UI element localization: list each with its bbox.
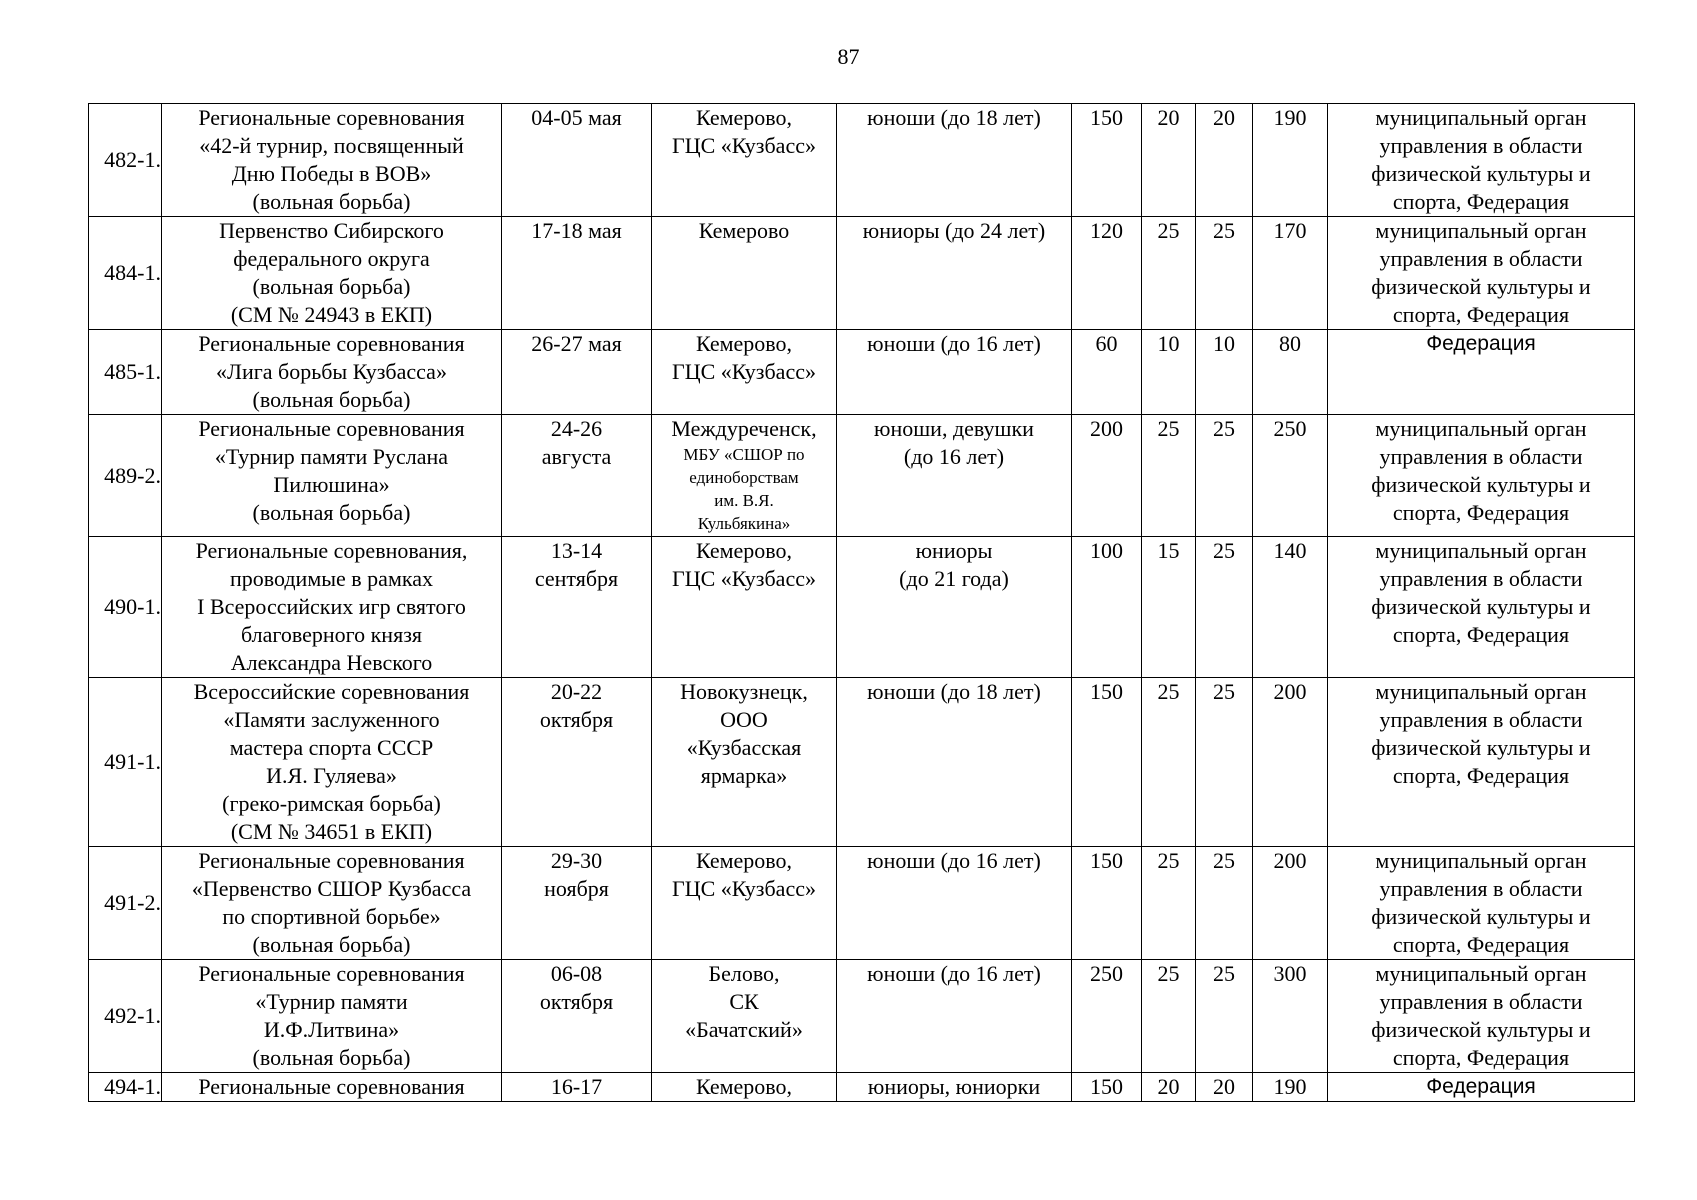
count-col-3: 25 (1196, 217, 1253, 330)
count-col-1: 200 (1072, 415, 1142, 537)
count-col-3: 25 (1196, 678, 1253, 847)
cell-line: Кемерово, (695, 105, 793, 130)
row-number: 494-1. (89, 1073, 162, 1102)
cell-line: (вольная борьба) (252, 274, 411, 299)
cell-line: МБУ «СШОР по (683, 445, 805, 464)
event-place (652, 960, 837, 1073)
cell-line: муниципальный орган (1375, 105, 1587, 130)
cell-line: Дню Победы в ВОВ» (231, 161, 432, 186)
cell-line: Новокузнецк, (680, 679, 808, 704)
row-number: 490-1. (89, 537, 162, 678)
participant-group (837, 217, 1072, 330)
count-col-2: 15 (1142, 537, 1196, 678)
cell-line: 06-08 (550, 961, 603, 986)
participant-group (837, 1073, 1072, 1102)
count-col-2: 25 (1142, 847, 1196, 960)
participant-group (837, 960, 1072, 1073)
organizer (1328, 330, 1635, 415)
cell-line: (до 21 года) (899, 566, 1009, 591)
cell-line: I Всероссийских игр святого (197, 594, 466, 619)
cell-line: И.Я. Гуляева» (266, 763, 397, 788)
cell-line: физической культуры и (1371, 1017, 1591, 1042)
count-col-2: 20 (1142, 1073, 1196, 1102)
count-col-2: 25 (1142, 217, 1196, 330)
cell-line: управления в области (1379, 444, 1583, 469)
events-table (88, 103, 1635, 1102)
organizer (1328, 960, 1635, 1073)
cell-line: Кульбякина» (697, 514, 791, 533)
cell-line: муниципальный орган (1375, 679, 1587, 704)
cell-line: Региональные соревнования (198, 105, 465, 130)
table-row (89, 330, 1635, 415)
event-name (162, 960, 502, 1073)
cell-line: юноши (до 16 лет) (867, 961, 1041, 986)
count-col-1: 120 (1072, 217, 1142, 330)
table-row (89, 537, 1635, 678)
count-col-4: 300 (1253, 960, 1328, 1073)
cell-line: управления в области (1379, 133, 1583, 158)
cell-line: ГЦС «Кузбасс» (672, 876, 816, 901)
cell-line: юноши (до 18 лет) (867, 679, 1041, 704)
cell-line: ГЦС «Кузбасс» (672, 566, 816, 591)
cell-line: юноши (до 18 лет) (867, 105, 1041, 130)
event-dates (502, 678, 652, 847)
cell-line: августа (541, 444, 612, 469)
cell-line: управления в области (1379, 566, 1583, 591)
cell-line: юноши (до 16 лет) (867, 848, 1041, 873)
organizer (1328, 217, 1635, 330)
cell-line: (вольная борьба) (252, 1045, 411, 1070)
cell-line: Кемерово, (695, 538, 793, 563)
row-number: 484-1. (89, 217, 162, 330)
cell-line: физической культуры и (1371, 904, 1591, 929)
cell-line: Кемерово, (695, 848, 793, 873)
cell-line: управления в области (1379, 246, 1583, 271)
cell-line: спорта, Федерация (1392, 189, 1570, 214)
cell-line: управления в области (1379, 707, 1583, 732)
event-name (162, 104, 502, 217)
participant-group (837, 330, 1072, 415)
cell-line: физической культуры и (1371, 274, 1591, 299)
cell-line: 13-14 (550, 538, 603, 563)
cell-line: 20-22 (550, 679, 603, 704)
cell-line: И.Ф.Литвина» (263, 1017, 400, 1042)
cell-line: ГЦС «Кузбасс» (672, 133, 816, 158)
cell-line: спорта, Федерация (1392, 1045, 1570, 1070)
page-number: 87 (837, 44, 860, 69)
count-col-4: 200 (1253, 847, 1328, 960)
count-col-4: 190 (1253, 1073, 1328, 1102)
cell-line: им. В.Я. (714, 491, 774, 510)
row-number: 485-1. (89, 330, 162, 415)
cell-line: спорта, Федерация (1392, 302, 1570, 327)
cell-line: 04-05 мая (531, 105, 622, 130)
cell-line: единоборствам (689, 468, 799, 487)
organizer (1328, 104, 1635, 217)
cell-line: по спортивной борьбе» (222, 904, 441, 929)
event-name (162, 415, 502, 537)
cell-line: благоверного князя (240, 622, 423, 647)
event-name (162, 847, 502, 960)
organizer (1328, 1073, 1635, 1102)
cell-line: (вольная борьба) (252, 932, 411, 957)
cell-line: 16-17 (550, 1074, 603, 1099)
event-place (652, 537, 837, 678)
cell-line: Александра Невского (230, 650, 433, 675)
count-col-4: 140 (1253, 537, 1328, 678)
cell-line: Первенство Сибирского (219, 218, 444, 243)
cell-line: Региональные соревнования (198, 961, 465, 986)
cell-line: юниоры (915, 538, 993, 563)
cell-line: проводимые в рамках (229, 566, 433, 591)
count-col-4: 200 (1253, 678, 1328, 847)
count-col-2: 25 (1142, 678, 1196, 847)
cell-line: юноши, девушки (874, 416, 1034, 441)
cell-line: Региональные соревнования (198, 416, 465, 441)
cell-line: ноября (544, 876, 609, 901)
cell-line: ГЦС «Кузбасс» (672, 359, 816, 384)
organizer (1328, 537, 1635, 678)
cell-line: Федерация (1426, 332, 1536, 355)
participant-group (837, 847, 1072, 960)
cell-line: «Кузбасская (686, 735, 802, 760)
count-col-1: 150 (1072, 1073, 1142, 1102)
row-number: 491-2. (89, 847, 162, 960)
count-col-3: 20 (1196, 1073, 1253, 1102)
cell-line: муниципальный орган (1375, 416, 1587, 441)
cell-line: (до 16 лет) (903, 444, 1005, 469)
cell-line: «Памяти заслуженного (223, 707, 440, 732)
event-place (652, 847, 837, 960)
table-row (89, 678, 1635, 847)
event-dates (502, 217, 652, 330)
participant-group (837, 537, 1072, 678)
cell-line: Региональные соревнования (198, 331, 465, 356)
cell-line: спорта, Федерация (1392, 500, 1570, 525)
event-dates (502, 847, 652, 960)
cell-line: Междуреченск, (671, 416, 817, 441)
count-col-2: 25 (1142, 960, 1196, 1073)
cell-line: муниципальный орган (1375, 538, 1587, 563)
cell-line: Региональные соревнования (198, 1074, 465, 1099)
table-row (89, 217, 1635, 330)
cell-line: Белово, (708, 961, 780, 986)
cell-line: «Лига борьбы Кузбасса» (216, 359, 447, 384)
event-place (652, 217, 837, 330)
cell-line: Кемерово (698, 218, 790, 243)
cell-line: (СМ № 34651 в ЕКП) (230, 819, 433, 844)
count-col-1: 150 (1072, 678, 1142, 847)
cell-line: юниоры (до 24 лет) (862, 218, 1046, 243)
count-col-1: 250 (1072, 960, 1142, 1073)
event-dates (502, 1073, 652, 1102)
cell-line: 26-27 мая (531, 331, 622, 356)
participant-group (837, 104, 1072, 217)
organizer (1328, 415, 1635, 537)
row-number: 482-1. (89, 104, 162, 217)
participant-group (837, 678, 1072, 847)
cell-line: Пилюшина» (273, 472, 390, 497)
event-name (162, 537, 502, 678)
cell-line: управления в области (1379, 989, 1583, 1014)
count-col-1: 60 (1072, 330, 1142, 415)
event-name (162, 1073, 502, 1102)
table-row (89, 847, 1635, 960)
cell-line: ООО (720, 707, 768, 732)
row-number: 491-1. (89, 678, 162, 847)
cell-line: муниципальный орган (1375, 961, 1587, 986)
row-number: 489-2. (89, 415, 162, 537)
cell-line: СК (729, 989, 759, 1014)
count-col-2: 20 (1142, 104, 1196, 217)
cell-line: 29-30 (550, 848, 603, 873)
event-name (162, 330, 502, 415)
event-dates (502, 960, 652, 1073)
cell-line: (греко-римская борьба) (222, 791, 441, 816)
table-row (89, 104, 1635, 217)
organizer (1328, 847, 1635, 960)
cell-line: юноши (до 16 лет) (867, 331, 1041, 356)
count-col-1: 100 (1072, 537, 1142, 678)
count-col-2: 25 (1142, 415, 1196, 537)
table-row (89, 415, 1635, 537)
row-number: 492-1. (89, 960, 162, 1073)
cell-line: 17-18 мая (531, 218, 622, 243)
cell-line: управления в области (1379, 876, 1583, 901)
event-dates (502, 537, 652, 678)
cell-line: «Турнир памяти (255, 989, 408, 1014)
count-col-3: 20 (1196, 104, 1253, 217)
cell-line: ярмарка» (700, 763, 788, 788)
count-col-3: 25 (1196, 847, 1253, 960)
count-col-4: 170 (1253, 217, 1328, 330)
cell-line: мастера спорта СССР (229, 735, 434, 760)
cell-line: спорта, Федерация (1392, 622, 1570, 647)
participant-group (837, 415, 1072, 537)
cell-line: Всероссийские соревнования (193, 679, 470, 704)
cell-line: сентября (534, 566, 619, 591)
cell-line: «42-й турнир, посвященный (199, 133, 464, 158)
cell-line: физической культуры и (1371, 594, 1591, 619)
cell-line: физической культуры и (1371, 735, 1591, 760)
cell-line: «Турнир памяти Руслана (214, 444, 449, 469)
cell-line: Кемерово, (695, 331, 793, 356)
cell-line: Федерация (1426, 1075, 1536, 1098)
cell-line: (вольная борьба) (252, 387, 411, 412)
cell-line: октября (539, 707, 614, 732)
count-col-4: 80 (1253, 330, 1328, 415)
cell-line: муниципальный орган (1375, 848, 1587, 873)
cell-line: федерального округа (233, 246, 430, 271)
event-dates (502, 415, 652, 537)
count-col-1: 150 (1072, 847, 1142, 960)
event-place (652, 1073, 837, 1102)
cell-line: Региональные соревнования (198, 848, 465, 873)
table-row (89, 1073, 1635, 1102)
cell-line: спорта, Федерация (1392, 932, 1570, 957)
organizer (1328, 678, 1635, 847)
cell-line: спорта, Федерация (1392, 763, 1570, 788)
count-col-3: 10 (1196, 330, 1253, 415)
cell-line: физической культуры и (1371, 472, 1591, 497)
event-dates (502, 104, 652, 217)
cell-line: (вольная борьба) (252, 189, 411, 214)
count-col-3: 25 (1196, 415, 1253, 537)
cell-line: (вольная борьба) (252, 500, 411, 525)
event-place (652, 678, 837, 847)
event-place (652, 104, 837, 217)
cell-line: физической культуры и (1371, 161, 1591, 186)
cell-line: «Бачатский» (685, 1017, 803, 1042)
cell-line: юниоры, юниорки (867, 1074, 1041, 1099)
count-col-1: 150 (1072, 104, 1142, 217)
cell-line: «Первенство СШОР Кузбасса (191, 876, 472, 901)
cell-line: Региональные соревнования, (195, 538, 468, 563)
event-place (652, 415, 837, 537)
table-row (89, 960, 1635, 1073)
cell-line: октября (539, 989, 614, 1014)
count-col-4: 190 (1253, 104, 1328, 217)
event-name (162, 217, 502, 330)
cell-line: (СМ № 24943 в ЕКП) (230, 302, 433, 327)
cell-line: Кемерово, (695, 1074, 793, 1099)
count-col-4: 250 (1253, 415, 1328, 537)
cell-line: муниципальный орган (1375, 218, 1587, 243)
count-col-3: 25 (1196, 537, 1253, 678)
count-col-2: 10 (1142, 330, 1196, 415)
count-col-3: 25 (1196, 960, 1253, 1073)
event-place (652, 330, 837, 415)
cell-line: 24-26 (550, 416, 603, 441)
event-dates (502, 330, 652, 415)
event-name (162, 678, 502, 847)
